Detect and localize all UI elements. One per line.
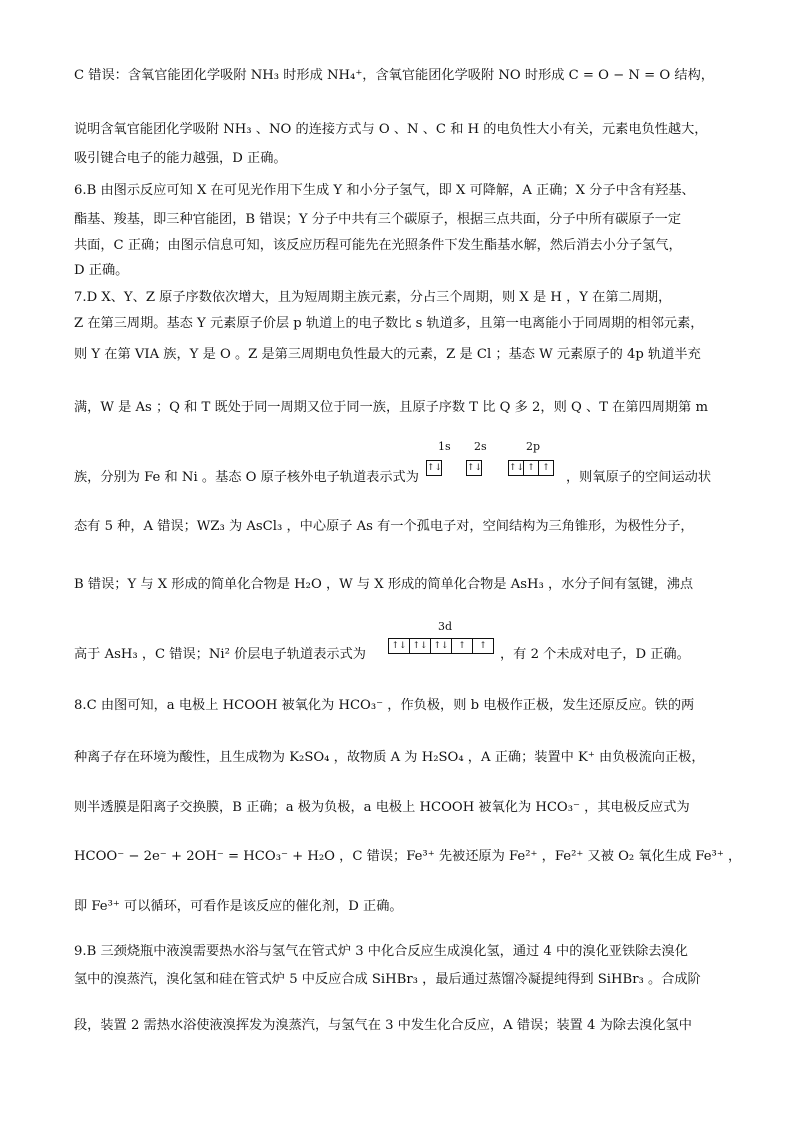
text-line: 族，分别为 Fe 和 Ni 。基态 O 原子核外电子轨道表示式为 [74, 470, 419, 485]
orbital-box-3d [388, 638, 494, 654]
text-line: 7.D X、Y、Z 原子序数依次增大，且为短周期主族元素，分占三个周期，则 X 是 H ，Y 在第二周期， [74, 290, 672, 305]
text-line: 种离子存在环境为酸性，且生成物为 K₂SO₄ ，故物质 A 为 H₂SO₄ ，A 正确；装置中 K⁺ 由负极流向正极， [74, 750, 705, 765]
text-line: 高于 AsH₃ ，C 错误；Ni² 价层电子轨道表示式为 [74, 647, 366, 662]
text-line: 则 Y 在第 VIA 族，Y 是 O 。Z 是第三周期电负性最大的元素，Z 是 Cl ；基态 W 元素原子的 4p 轨道半充 [74, 347, 701, 362]
orbital-box-2s [466, 460, 482, 476]
text-line: 酯基、羧基，即三种官能团，B 错误；Y 分子中共有三个碳原子，根据三点共面，分子中所有碳原子一定 [74, 212, 682, 227]
orbital-cell: ↑ [452, 639, 473, 653]
orbital-cell: ↑↓ [389, 639, 410, 653]
orbital-label-3d: 3d [438, 620, 453, 633]
text-line: 态有 5 种，A 错误；WZ₃ 为 AsCl₃ ，中心原子 As 有一个孤电子对，空间结构为三角锥形，为极性分子， [74, 519, 694, 534]
orbital-cell: ↑↓ [410, 639, 431, 653]
text-line: 段，装置 2 需热水浴使液溴挥发为溴蒸汽，与氢气在 3 中发生化合反应，A 错误；装置 4 为除去溴化氢中 [74, 1018, 692, 1033]
text-line: 即 Fe³⁺ 可以循环，可看作是该反应的催化剂，D 正确。 [74, 899, 403, 914]
text-line: 则半透膜是阳离子交换膜，B 正确；a 极为负极，a 电极上 HCOOH 被氧化为 HCO₃⁻ ，其电极反应式为 [74, 800, 690, 815]
text-line: HCOO⁻ − 2e⁻ + 2OH⁻ = HCO₃⁻ + H₂O ，C 错误；Fe³⁺ 先被还原为 Fe²⁺ ，Fe²⁺ 又被 O₂ 氧化生成 Fe³⁺ ， [74, 849, 742, 864]
oxygen-orbital-trailing-text: ，则氧原子的空间运动状 [566, 470, 712, 485]
text-line: Z 在第三周期。基态 Y 元素原子价层 p 轨道上的电子数比 s 轨道多，且第一电离能小于同周期的相邻元素， [74, 316, 704, 331]
orbital-cell: ↑ [542, 463, 550, 473]
orbital-label-1s: 1s [438, 440, 451, 453]
orbital-label-2p: 2p [526, 440, 541, 453]
orbital-box-1s [426, 460, 442, 476]
orbital-cell: ↑↓ [467, 463, 483, 473]
text-line: C 错误：含氧官能团化学吸附 NH₃ 时形成 NH₄⁺，含氧官能团化学吸附 NO 时形成 C = O − N = O 结构， [74, 68, 714, 83]
orbital-label-2s: 2s [474, 440, 487, 453]
text-line: 氢中的溴蒸汽，溴化氢和硅在管式炉 5 中反应合成 SiHBr₃ ，最后通过蒸馏冷凝提纯得到 SiHBr₃ 。合成阶 [74, 972, 701, 987]
text-line: 说明含氧官能团化学吸附 NH₃ 、NO 的连接方式与 O 、N 、C 和 H 的电负性大小有关，元素电负性越大， [74, 122, 708, 137]
text-line: 8.C 由图可知，a 电极上 HCOOH 被氧化为 HCO₃⁻ ，作负极，则 b 电极作正极，发生还原反应。铁的两 [74, 698, 695, 713]
orbital-cell: ↑ [479, 641, 487, 651]
nickel-orbital-trailing-text: ，有 2 个未成对电子，D 正确。 [500, 647, 690, 662]
orbital-cell: ↑↓ [427, 463, 443, 473]
orbital-cell: ↑↓ [509, 463, 525, 473]
text-line: 吸引键合电子的能力越强，D 正确。 [74, 151, 287, 166]
text-line: B 错误；Y 与 X 形成的简单化合物是 H₂O ，W 与 X 形成的简单化合物是 AsH₃ ，水分子间有氢键，沸点 [74, 577, 694, 592]
text-line: 9.B 三颈烧瓶中液溴需要热水浴与氢气在管式炉 3 中化合反应生成溴化氢，通过 4 中的溴化亚铁除去溴化 [74, 944, 688, 959]
orbital-cell: ↑↓ [431, 639, 452, 653]
text-line: 6.B 由图示反应可知 X 在可见光作用下生成 Y 和小分子氢气，即 X 可降解，A 正确；X 分子中含有羟基、 [74, 183, 695, 198]
text-line: D 正确。 [74, 263, 129, 278]
orbital-box-2p [508, 460, 554, 476]
text-line: 满，W 是 As ；Q 和 T 既处于同一周期又位于同一族，且原子序数 T 比 Q 多 2，则 Q 、T 在第四周期第 m [74, 400, 709, 415]
orbital-cell: ↑ [524, 461, 539, 475]
text-line: 共面，C 正确；由图示信息可知，该反应历程可能先在光照条件下发生酯基水解，然后消去小分子氢气， [74, 238, 682, 253]
